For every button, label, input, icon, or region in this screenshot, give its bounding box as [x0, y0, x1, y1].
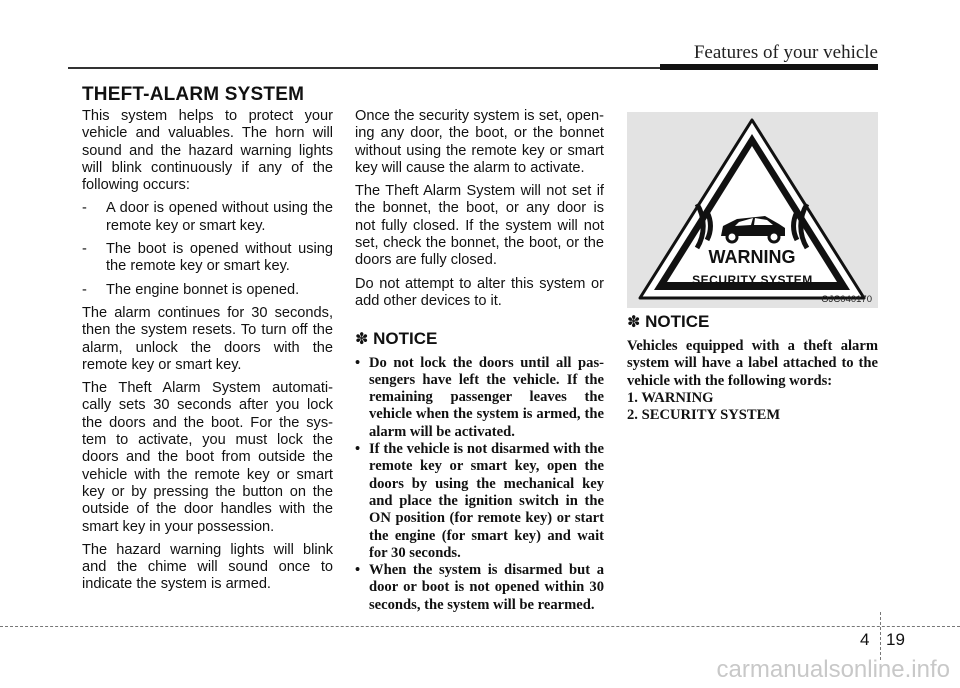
column-1 — [82, 108, 333, 600]
footer-divider — [880, 612, 881, 660]
paragraph: Once the security system is set, open- ing any door, the boot, or the bonnet without using the remote key or smart key will cause the alarm to activate. — [355, 108, 604, 176]
notice-title: NOTICE — [645, 312, 710, 331]
list-item: • If the vehicle is not disarmed with the remote key or smart key, open the doors by using the mechanical key and place the ignition switch in the ON position (for remote key) or start the engine (for smart key) and wait for 30 seconds. — [355, 441, 604, 561]
page-number: 19 — [886, 630, 905, 649]
footer-rule — [0, 626, 960, 627]
notice-star-icon: ✽ — [355, 331, 369, 349]
chapter-number: 4 — [860, 630, 870, 649]
list-item: - The boot is opened without using the remote key or smart key. — [82, 241, 333, 275]
paragraph: The Theft Alarm System will not set if the bonnet, the boot, or any door is not fully closed. If the system will not set, check the bonnet, the boot, or the doors are fully closed. — [355, 183, 604, 269]
list-item-text: A door is opened without using the remote key or smart key. — [106, 200, 333, 234]
watermark: carmanualsonline.info — [716, 656, 950, 683]
security-system-label: SECURITY SYSTEM — [692, 273, 813, 287]
column-3 — [627, 312, 878, 424]
list-item-text: Do not lock the doors until all pas- sengers have left the vehicle. If the remaining passenger leaves the vehicle when the system is armed, the alarm will be activated. — [369, 354, 604, 440]
header-title: Features of your vehicle — [693, 42, 878, 63]
list-item-text: The engine bonnet is opened. — [106, 281, 300, 298]
list-item: • Do not lock the doors until all pas- sengers have left the vehicle. If the remaining passenger leaves the vehicle when the system is armed, the alarm will be activated. — [355, 354, 604, 440]
notice-body: Vehicles equipped with a theft alarm system will have a label attached to the vehicle with the following words: — [627, 338, 878, 389]
notice-heading — [627, 312, 878, 332]
header-rule-accent — [660, 64, 878, 70]
section-title: THEFT-ALARM SYSTEM — [82, 84, 305, 105]
warning-label: WARNING — [708, 247, 796, 267]
paragraph: The Theft Alarm System automati- cally sets 30 seconds after you lock the doors and the boot. For the sys- tem to activate, you must lock the doors and the boot from outside the vehicle with the remote key or smart key or by pressing the button on the outside of the door handles with the smart key in your possession. — [82, 380, 333, 535]
intro-paragraph: This system helps to protect your vehicle and valuables. The horn will sound and the hazard warning lights will blink continuously if any of the following occurs: — [82, 108, 333, 194]
column-2 — [355, 108, 604, 614]
paragraph: The alarm continues for 30 seconds, then the system resets. To turn off the alarm, unlock the doors with the remote key or smart key. — [82, 304, 333, 373]
security-label-figure — [627, 112, 878, 308]
list-item-text: When the system is disarmed but a door or boot is not opened within 30 seconds, the system will be rearmed. — [369, 562, 604, 613]
label-line-1: 1. WARNING — [627, 389, 714, 406]
paragraph: The hazard warning lights will blink and the chime will sound once to indicate the system is armed. — [82, 541, 333, 593]
list-item: - A door is opened without using the remote key or smart key. — [82, 200, 333, 234]
list-item: - The engine bonnet is opened. — [82, 281, 300, 298]
label-line-2: 2. SECURITY SYSTEM — [627, 407, 781, 424]
list-item: • When the system is disarmed but a door or boot is not opened within 30 seconds, the system will be rearmed. — [355, 562, 604, 613]
notice-heading — [355, 330, 604, 348]
page-header — [0, 0, 960, 70]
paragraph: Do not attempt to alter this system or add other devices to it. — [355, 275, 604, 309]
figure-code: OJC040170 — [821, 294, 872, 305]
list-item-text: If the vehicle is not disarmed with the remote key or smart key, open the doors by using the mechanical key and place the ignition switch in the ON position (for remote key) or start the engine (for smart key) and wait for 30 seconds. — [369, 441, 604, 561]
notice-list — [355, 355, 604, 614]
list-item-text: The boot is opened without using the remote key or smart key. — [106, 241, 333, 275]
notice-title: NOTICE — [373, 329, 438, 349]
notice-star-icon: ✽ — [627, 314, 641, 331]
